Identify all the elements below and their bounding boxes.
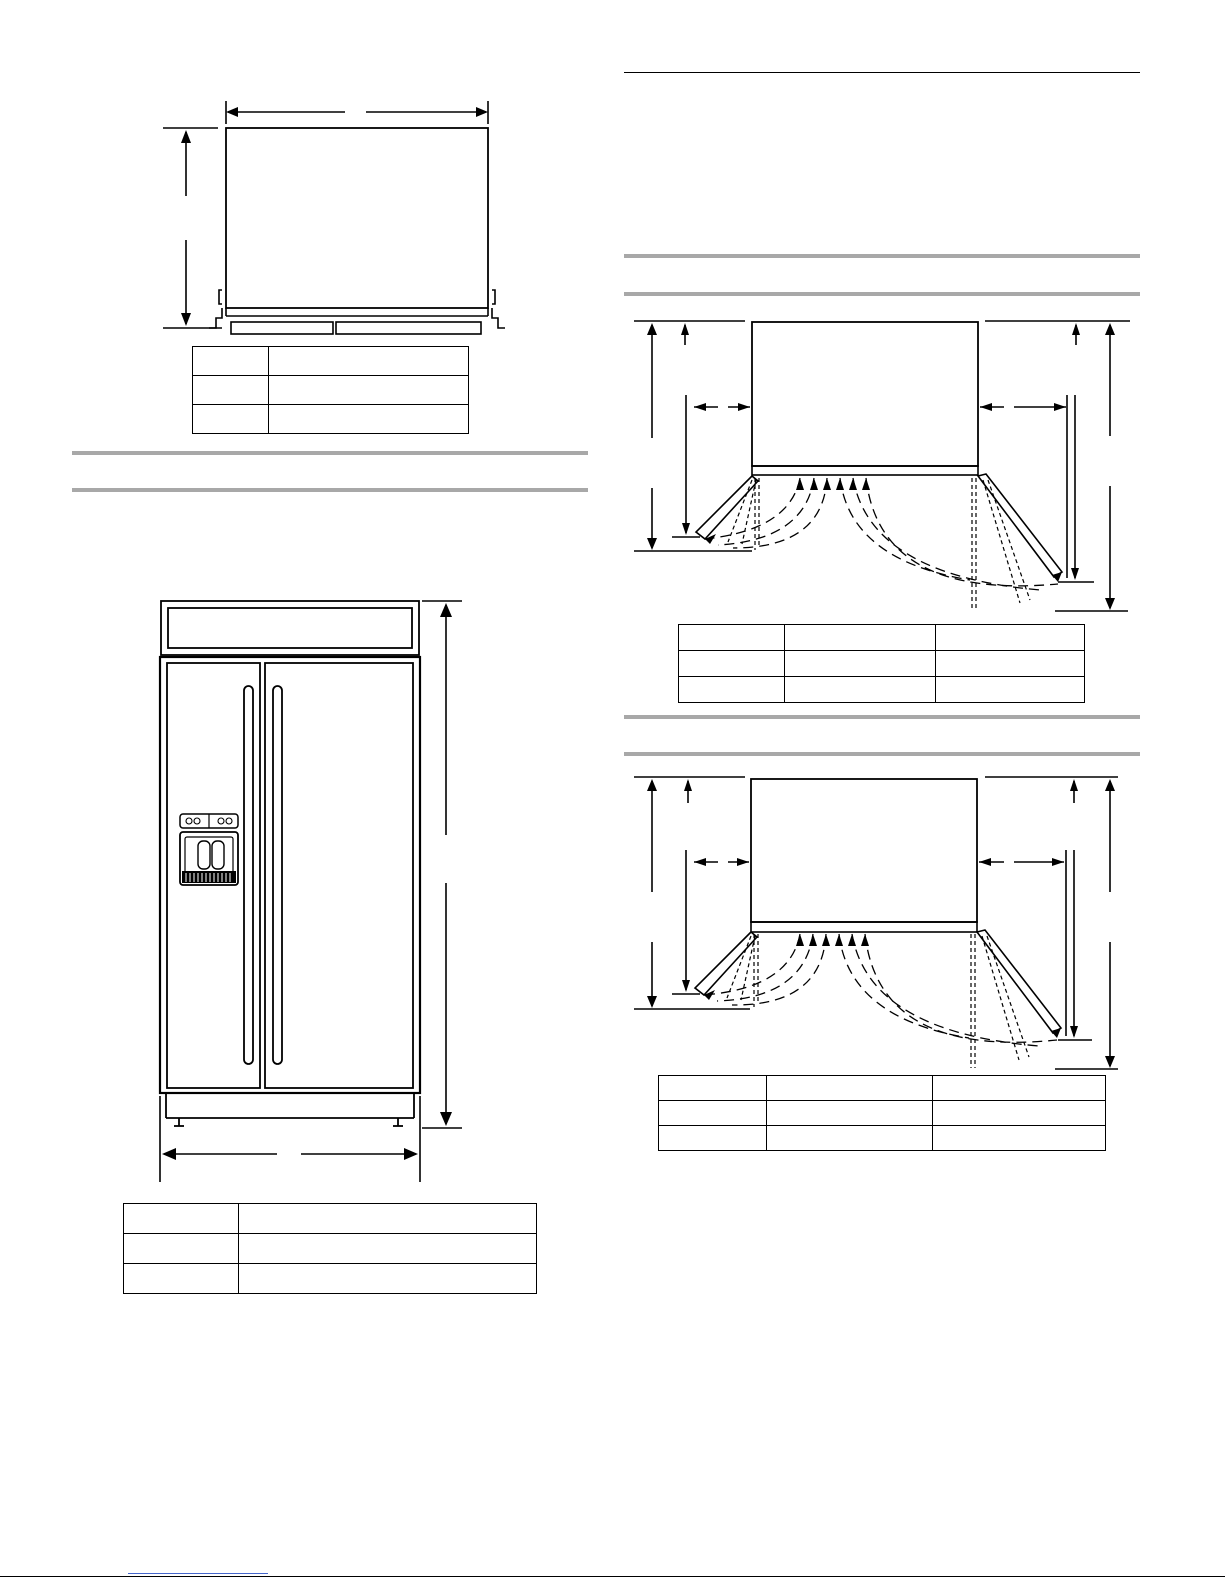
section-divider bbox=[624, 752, 1140, 756]
table-cell bbox=[936, 625, 1085, 651]
section-divider bbox=[624, 72, 1140, 73]
table-cell bbox=[659, 1076, 767, 1101]
table-cell bbox=[936, 651, 1085, 677]
door-swing-diagram-2 bbox=[630, 770, 1140, 1075]
section-divider bbox=[624, 254, 1140, 258]
front-view-diagram bbox=[150, 590, 470, 1190]
door-swing-diagram-1 bbox=[630, 315, 1140, 615]
table-cell bbox=[933, 1076, 1106, 1101]
table-cell bbox=[239, 1264, 537, 1294]
table-cell bbox=[659, 1126, 767, 1151]
section-divider bbox=[72, 451, 588, 455]
footer-link[interactable] bbox=[128, 1572, 268, 1574]
footer-rule bbox=[0, 1576, 1225, 1577]
table-cell bbox=[269, 405, 469, 434]
table-cell bbox=[933, 1101, 1106, 1126]
side-view-diagram bbox=[150, 95, 530, 345]
table-cell bbox=[933, 1126, 1106, 1151]
door-swing-2-spec-table bbox=[658, 1075, 1106, 1151]
table-cell bbox=[785, 651, 936, 677]
table-cell bbox=[767, 1101, 933, 1126]
table-cell bbox=[785, 677, 936, 703]
table-cell bbox=[193, 376, 269, 405]
table-cell bbox=[936, 677, 1085, 703]
table-cell bbox=[767, 1126, 933, 1151]
dispenser-panel bbox=[180, 814, 238, 885]
table-cell bbox=[785, 625, 936, 651]
table-cell bbox=[124, 1204, 239, 1234]
table-cell bbox=[269, 347, 469, 376]
section-divider bbox=[624, 292, 1140, 296]
table-cell bbox=[239, 1234, 537, 1264]
table-cell bbox=[767, 1076, 933, 1101]
table-cell bbox=[193, 347, 269, 376]
door-swing-1-spec-table bbox=[678, 624, 1085, 703]
section-divider bbox=[72, 488, 588, 492]
table-cell bbox=[679, 677, 785, 703]
table-cell bbox=[124, 1234, 239, 1264]
table-cell bbox=[239, 1204, 537, 1234]
table-cell bbox=[679, 625, 785, 651]
table-cell bbox=[659, 1101, 767, 1126]
section-divider bbox=[624, 715, 1140, 719]
front-view-spec-table bbox=[123, 1203, 537, 1294]
side-view-spec-table bbox=[192, 346, 469, 434]
table-cell bbox=[269, 376, 469, 405]
table-cell bbox=[124, 1264, 239, 1294]
table-cell bbox=[193, 405, 269, 434]
table-cell bbox=[679, 651, 785, 677]
